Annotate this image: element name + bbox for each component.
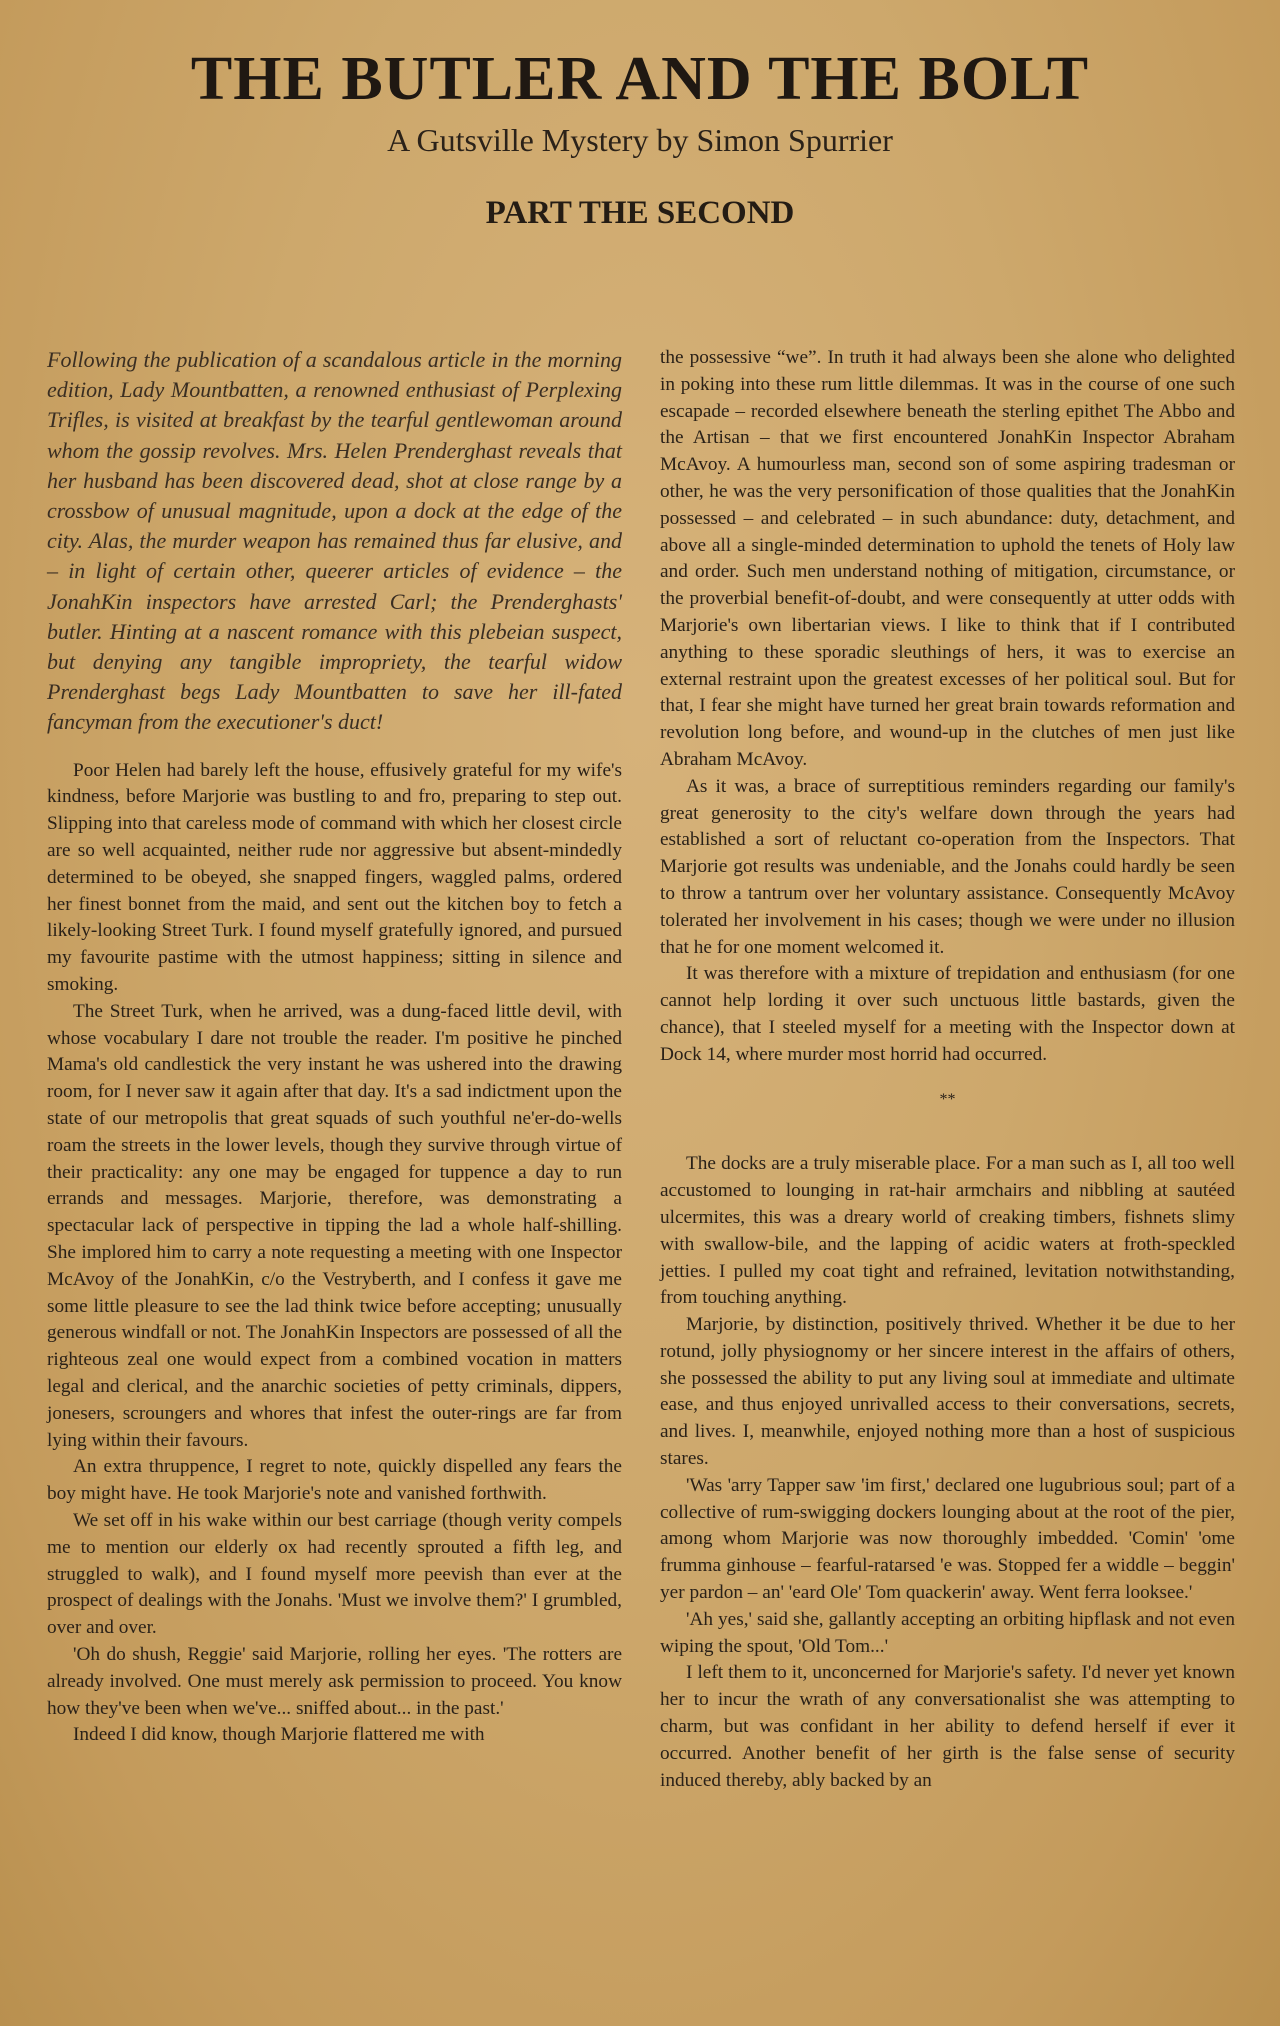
intro-synopsis: Following the publication of a scandalous article in the morning edition, Lady Mountbatten, a renowned enthusiast of Perplexing Trifles, is visited at breakfast by the tearful gentlewoman around whom the gossip revolves. Mrs. Helen Prenderghast reveals that her husband has been discovered dead, shot at close range by a crossbow of unusual magnitude, upon a dock at the edge of the city. Alas, the murder weapon has remained thus far elusive, and – in light of certain other, queerer articles of evidence – the JonahKin inspectors have arrested Carl; the Prenderghasts' butler. Hinting at a nascent romance with this plebeian suspect, but denying any tangible impropriety, the tearful widow Prenderghast begs Lady Mountbatten to save her ill-fated fancyman from the executioner's duct!: [47, 347, 622, 735]
body-paragraph: 'Was 'arry Tapper saw 'im first,' declared one lugubrious soul; part of a collective of rum-swigging dockers lounging about at the root of the pier, among whom Marjorie was now thoroughly imbedded. 'Comin' 'ome frumma ginhouse – fearful-ratarsed 'e was. Stopped fer a widdle – beggin' yer pardon – an' 'eard Ole' Tom quackerin' away. Went ferra looksee.': [660, 1474, 1235, 1604]
body-paragraph: 'Ah yes,' said she, gallantly accepting an orbiting hipflask and not even wiping the spout, 'Old Tom...': [660, 1608, 1235, 1657]
left-column: [47, 345, 622, 1749]
body-paragraph: We set off in his wake within our best carriage (though verity compels me to mention our elderly ox had recently sprouted a fifth leg, and struggled to walk), and I found myself more peevish than ever at the prospect of dealings with the Jonahs. 'Must we involve them?' I grumbled, over and over.: [47, 1509, 622, 1639]
story-byline: A Gutsville Mystery by Simon Spurrier: [387, 122, 893, 158]
body-paragraph: I left them to it, unconcerned for Marjorie's safety. I'd never yet known her to incur the wrath of any conversationalist she was attempting to charm, but was confidant in her ability to defend herself if ever it occurred. Another benefit of her girth is the false sense of security induced thereby, ably backed by an: [660, 1662, 1235, 1791]
part-heading: PART THE SECOND: [485, 195, 795, 231]
body-paragraph: An extra thruppence, I regret to note, quickly dispelled any fears the boy might have. He took Marjorie's note and vanished forthwith.: [47, 1456, 622, 1505]
story-title: THE BUTLER AND THE BOLT: [190, 45, 1090, 113]
body-paragraph: Marjorie, by distinction, positively thrived. Whether it be due to her rotund, jolly physiognomy or her sincere interest in the affairs of others, she possessed the ability to put any living soul at immediate and ultimate ease, and thus enjoyed unrivalled access to their conversations, secrets, and lives. I, meanwhile, enjoyed nothing more than a host of suspicious stares.: [660, 1314, 1235, 1470]
body-paragraph: Indeed I did know, though Marjorie flattered me with: [73, 1724, 485, 1746]
section-separator: **: [939, 1090, 956, 1108]
body-paragraph: Poor Helen had barely left the house, effusively grateful for my wife's kindness, before Marjorie was bustling to and fro, preparing to step out. Slipping into that careless mode of command with which her closest circle are so well acquainted, neither rude nor aggressive but absent-mindedly determined to be obeyed, she snapped fingers, waggled palms, ordered her finest bonnet from the maid, and sent out the kitchen boy to fetch a likely-looking Street Turk. I found myself gratefully ignored, and pursued my favourite pastime with the utmost happiness; sitting in silence and smoking.: [47, 759, 622, 996]
body-paragraph: The docks are a truly miserable place. For a man such as I, all too well accustomed to lounging in rat-hair armchairs and nibbling at sautéed ulcermites, this was a dreary world of creaking timbers, fishnets slimy with swallow-bile, and the lapping of acidic waters at froth-speckled jetties. I pulled my coat tight and refrained, levitation notwithstanding, from touching anything.: [660, 1153, 1235, 1309]
body-paragraph: 'Oh do shush, Reggie' said Marjorie, rolling her eyes. 'The rotters are already involved. One must merely ask permission to proceed. You know how they've been when we've... sniffed about... in the past.': [47, 1643, 622, 1719]
body-paragraph: It was therefore with a mixture of trepidation and enthusiasm (for one cannot help lording it over such unctuous little bastards, given the chance), that I steeled myself for a meeting with the Inspector down at Dock 14, where murder most horrid had occurred.: [660, 963, 1235, 1065]
body-paragraph: As it was, a brace of surreptitious reminders regarding our family's great generosity to the city's welfare down through the years had established a sort of reluctant co-operation from the Inspectors. That Marjorie got results was undeniable, and the Jonahs could hardly be seen to throw a tantrum over her voluntary assistance. Consequently McAvoy tolerated her involvement in his cases; though we were under no illusion that he for one moment welcomed it.: [660, 775, 1235, 958]
right-column: [660, 345, 1235, 1794]
body-paragraph: the possessive “we”. In truth it had always been she alone who delighted in poking into these rum little dilemmas. It was in the course of one such escapade – recorded elsewhere beneath the sterling epithet The Abbo and the Artisan – that we first encountered JonahKin Inspector Abraham McAvoy. A humourless man, second son of some aspiring tradesman or other, he was the very personification of those qualities that the JonahKin possessed – and celebrated – in such abundance: duty, detachment, and above all a single-minded determination to uphold the tenets of Holy law and order. Such men understand nothing of mitigation, circumstance, or the proverbial benefit-of-doubt, and were consequently at utter odds with Marjorie's own libertarian views. I like to think that if I contributed anything to these sporadic sleuthings of hers, it was to exercise an external restraint upon the greatest excesses of her political soul. But for that, I fear she might have turned her great brain towards reformation and revolution long before, and wound-up in the clutches of men just like Abraham McAvoy.: [660, 347, 1235, 770]
body-paragraph: The Street Turk, when he arrived, was a dung-faced little devil, with whose vocabulary I dare not trouble the reader. I'm positive he pinched Mama's old candlestick the very instant he was ushered into the drawing room, for I never saw it again after that day. It's a sad indictment upon the state of our metropolis that great squads of such youthful ne'er-do-wells roam the streets in the lower levels, though they survive through virtue of their practicality: any one may be engaged for tuppence a day to run errands and messages. Marjorie, therefore, was demonstrating a spectacular lack of perspective in tipping the lad a whole half-shilling. She implored him to carry a note requesting a meeting with one Inspector McAvoy of the JonahKin, c/o the Vestryberth, and I confess it gave me some little pleasure to see the lad think twice before accepting; unusually generous windfall or not. The JonahKin Inspectors are possessed of all the righteous zeal one would expect from a combined vocation in matters legal and clerical, and the anarchic societies of petty criminals, dippers, jonesers, scroungers and whores that infest the outer-rings are far from lying within their favours.: [47, 1000, 622, 1451]
